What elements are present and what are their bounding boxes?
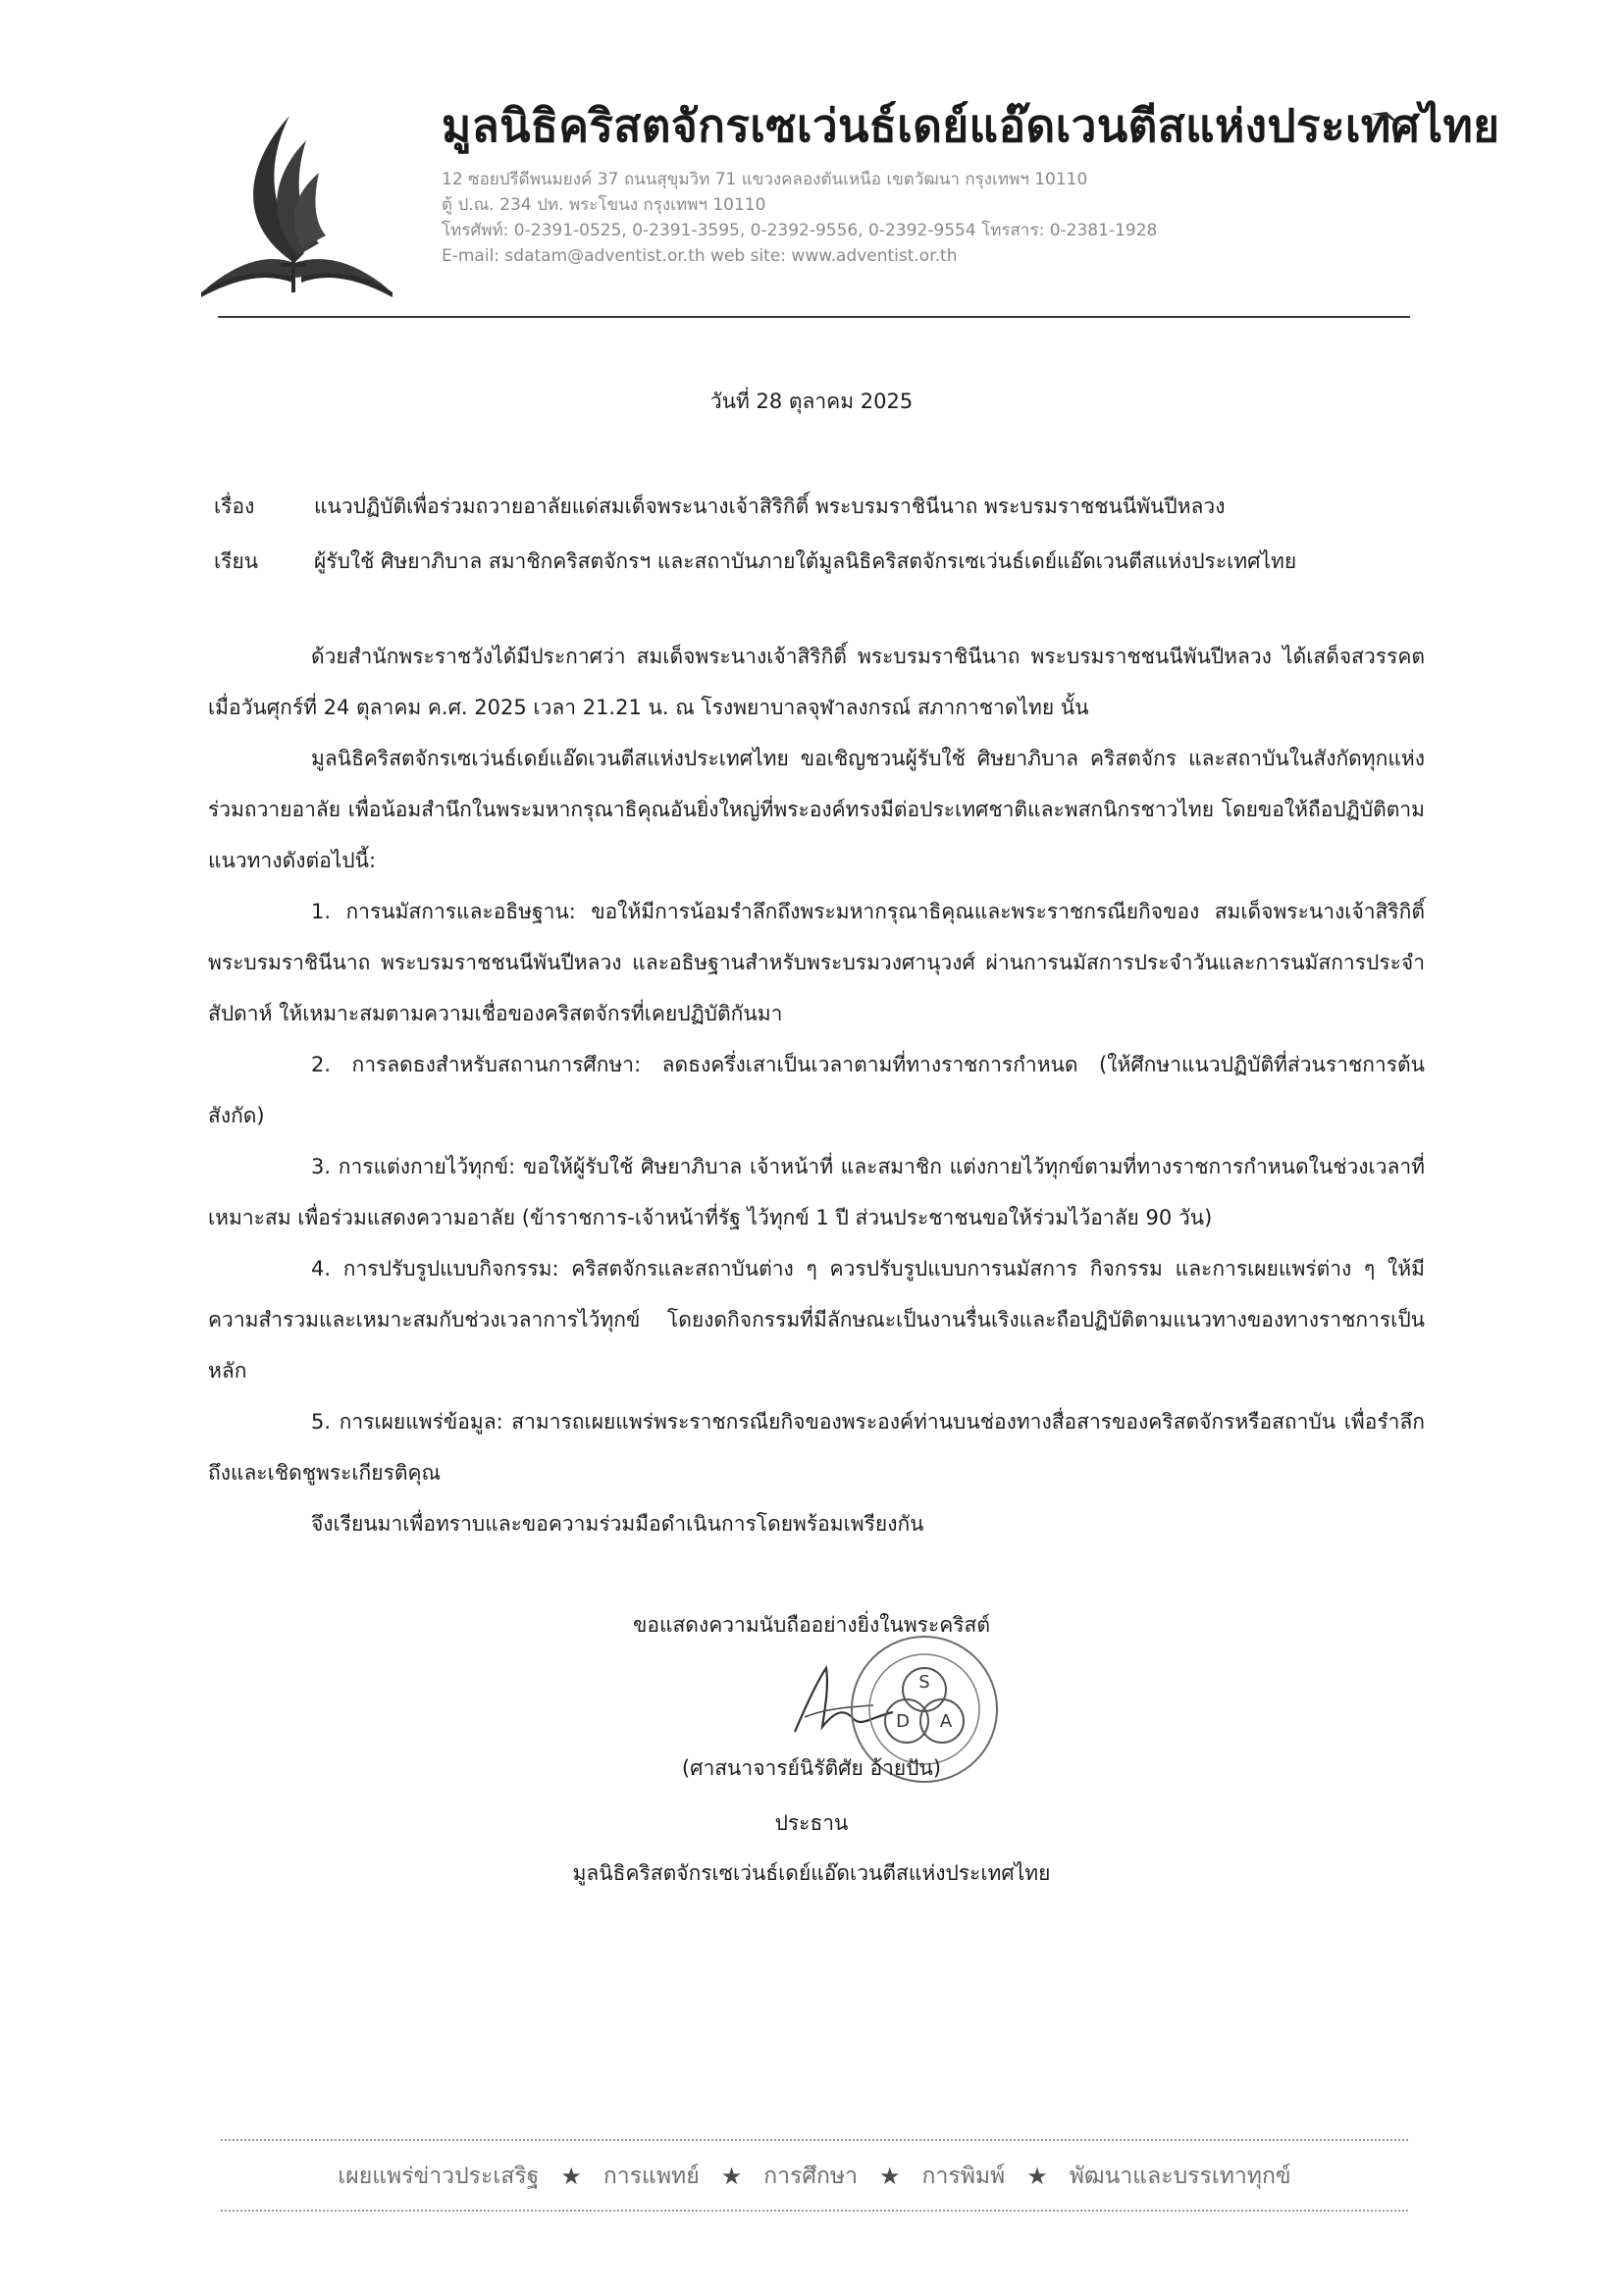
recipient-row (214, 534, 1421, 589)
guideline-attire: 3. การแต่งกายไว้ทุกข์: ขอให้ผู้รับใช้ ศิษยาภิบาล เจ้าหน้าที่ และสมาชิก แต่งกายไว้ทุกข์ตามที่ทางราชการกำหนดในช่วงเวลาที่เหมาะสม เพื่อร่วมแสดงความอาลัย (ข้าราชการ-เจ้าหน้าที่รัฐ ไว้ทุกข์ 1 ปี ส่วนประชาชนขอให้ร่วมไว้อาลัย 90 วัน) (208, 1155, 1425, 1229)
address-line: 12 ซอยปรีดีพนมยงค์ 37 ถนนสุขุมวิท 71 แขวงคลองตันเหนือ เขตวัฒนา กรุงเทพฯ 10110 (442, 170, 1088, 189)
guideline-activities: 4. การปรับรูปแบบกิจกรรม: คริสตจักรและสถาบันต่าง ๆ ควรปรับรูปแบบการนมัสการ กิจกรรม และการเผยแพร่ต่าง ๆ ให้มีความสำรวมและเหมาะสมกับช่วงเวลาการไว้ทุกข์ โดยงดกิจกรรมที่มีลักษณะเป็นงานรื่นเริงและถือปฏิบัติตามแนวทางของทางราชการเป็นหลัก (208, 1257, 1425, 1383)
letter-body (208, 631, 1425, 1549)
po-box-line: ตู้ ป.ณ. 234 ปท. พระโขนง กรุงเทพฯ 10110 (442, 195, 766, 215)
paragraph-invitation: มูลนิธิคริสตจักรเซเว่นธ์เดย์แอ๊ดเวนตีสแห่งประเทศไทย ขอเชิญชวนผู้รับใช้ ศิษยาภิบาล คริสตจักร และสถาบันในสังกัดทุกแห่ง ร่วมถวายอาลัย เพื่อน้อมสำนึกในพระมหากรุณาธิคุณอันยิ่งใหญ่ที่พระองค์ทรงมีต่อประเทศชาติและพสกนิกรชาวไทย โดยขอให้ถือปฏิบัติตามแนวทางดังต่อไปนี้: (208, 747, 1425, 872)
star-icon: ★ (1026, 2163, 1048, 2190)
email-web-line: E-mail: sdatam@adventist.or.th web site: www.adventist.or.th (442, 246, 958, 266)
subject-text: แนวปฏิบัติเพื่อร่วมถวายอาลัยแด่สมเด็จพระนางเจ้าสิริกิติ์ พระบรมราชินีนาถ พระบรมราชชนนีพันปีหลวง (314, 495, 1226, 518)
signer-position: ประธาน (774, 1811, 849, 1835)
seal-letter-d: D (896, 1711, 910, 1732)
guideline-publicity: 5. การเผยแพร่ข้อมูล: สามารถเผยแพร่พระราชกรณียกิจของพระองค์ท่านบนช่องทางสื่อสารของคริสตจักรหรือสถาบัน เพื่อรำลึกถึงและเชิดชูพระเกียรติคุณ (208, 1410, 1425, 1485)
letter-meta (214, 479, 1421, 589)
footer-item-education: การศึกษา (763, 2164, 858, 2189)
paragraph-announcement: ด้วยสำนักพระราชวังได้มีประกาศว่า สมเด็จพระนางเจ้าสิริกิติ์ พระบรมราชินีนาถ พระบรมราชชนนีพันปีหลวง ได้เสด็จสวรรคต เมื่อวันศุกร์ที่ 24 ตุลาคม ค.ศ. 2025 เวลา 21.21 น. ณ โรงพยาบาลจุฬาลงกรณ์ สภากาชาดไทย นั้น (208, 645, 1425, 719)
seal-letter-a: A (939, 1711, 953, 1732)
footer-item-publishing: การพิมพ์ (921, 2164, 1006, 2189)
subject-row (214, 479, 1421, 534)
letter-date: วันที่ 28 ตุลาคม 2025 (709, 390, 914, 413)
subject-label: เรื่อง (214, 495, 255, 518)
signer-name: (ศาสนาจารย์นิรัติศัย อ้ายปัน) (681, 1756, 942, 1780)
seal-letter-s: S (918, 1672, 930, 1693)
signer-organization: มูลนิธิคริสตจักรเซเว่นธ์เดย์แอ๊ดเวนตีสแห่งประเทศไทย (572, 1861, 1051, 1885)
header-divider (218, 316, 1410, 318)
guideline-worship: 1. การนมัสการและอธิษฐาน: ขอให้มีการน้อมรำลึกถึงพระมหากรุณาธิคุณและพระราชกรณียกิจของ สมเด็จพระนางเจ้าสิริกิติ์ พระบรมราชินีนาถ พระบรมราชชนนีพันปีหลวง และอธิษฐานสำหรับพระบรมวงศานุวงศ์ ผ่านการนมัสการประจำวันและการนมัสการประจำสัปดาห์ ให้เหมาะสมตามความเชื่อของคริสตจักรที่เคยปฏิบัติกันมา (208, 900, 1425, 1025)
phone-line: โทรศัพท์: 0-2391-0525, 0-2391-3595, 0-2392-9556, 0-2392-9554 โทรสาร: 0-2381-1928 (442, 221, 1158, 240)
star-icon: ★ (879, 2163, 901, 2190)
org-title: มูลนิธิคริสตจักรเซเว่นธ์เดย์แอ๊ดเวนตีสแห่งประเทศไทย (442, 99, 1500, 152)
footer-item-gospel: เผยแพร่ข่าวประเสริฐ (338, 2164, 540, 2189)
closing-line: ขอแสดงความนับถืออย่างยิ่งในพระคริสต์ (632, 1613, 990, 1637)
corner-mark (1369, 108, 1408, 130)
contact-block (442, 167, 1266, 269)
recipient-label: เรียน (214, 549, 259, 573)
recipient-text: ผู้รับใช้ ศิษยาภิบาล สมาชิกคริสตจักรฯ และสถาบันภายใต้มูลนิธิคริสตจักรเซเว่นธ์เดย์แอ๊ดเวนตีสแห่งประเทศไทย (314, 549, 1297, 573)
footer-ministries (221, 2159, 1408, 2194)
guideline-flag: 2. การลดธงสำหรับสถานการศึกษา: ลดธงครึ่งเสาเป็นเวลาตามที่ทางราชการกำหนด (ให้ศึกษาแนวปฏิบัติที่ส่วนราชการต้นสังกัด) (208, 1053, 1425, 1127)
paragraph-conclusion: จึงเรียนมาเพื่อทราบและขอความร่วมมือดำเนินการโดยพร้อมเพรียงกัน (311, 1512, 924, 1536)
church-logo-icon (196, 106, 397, 307)
star-icon: ★ (720, 2163, 743, 2190)
footer-item-medical: การแพทย์ (602, 2164, 700, 2189)
footer-divider-bottom (221, 2210, 1408, 2212)
star-icon: ★ (560, 2163, 582, 2190)
footer-divider-top (221, 2139, 1408, 2141)
footer-item-relief: พัฒนาและบรรเทาทุกข์ (1069, 2164, 1291, 2189)
